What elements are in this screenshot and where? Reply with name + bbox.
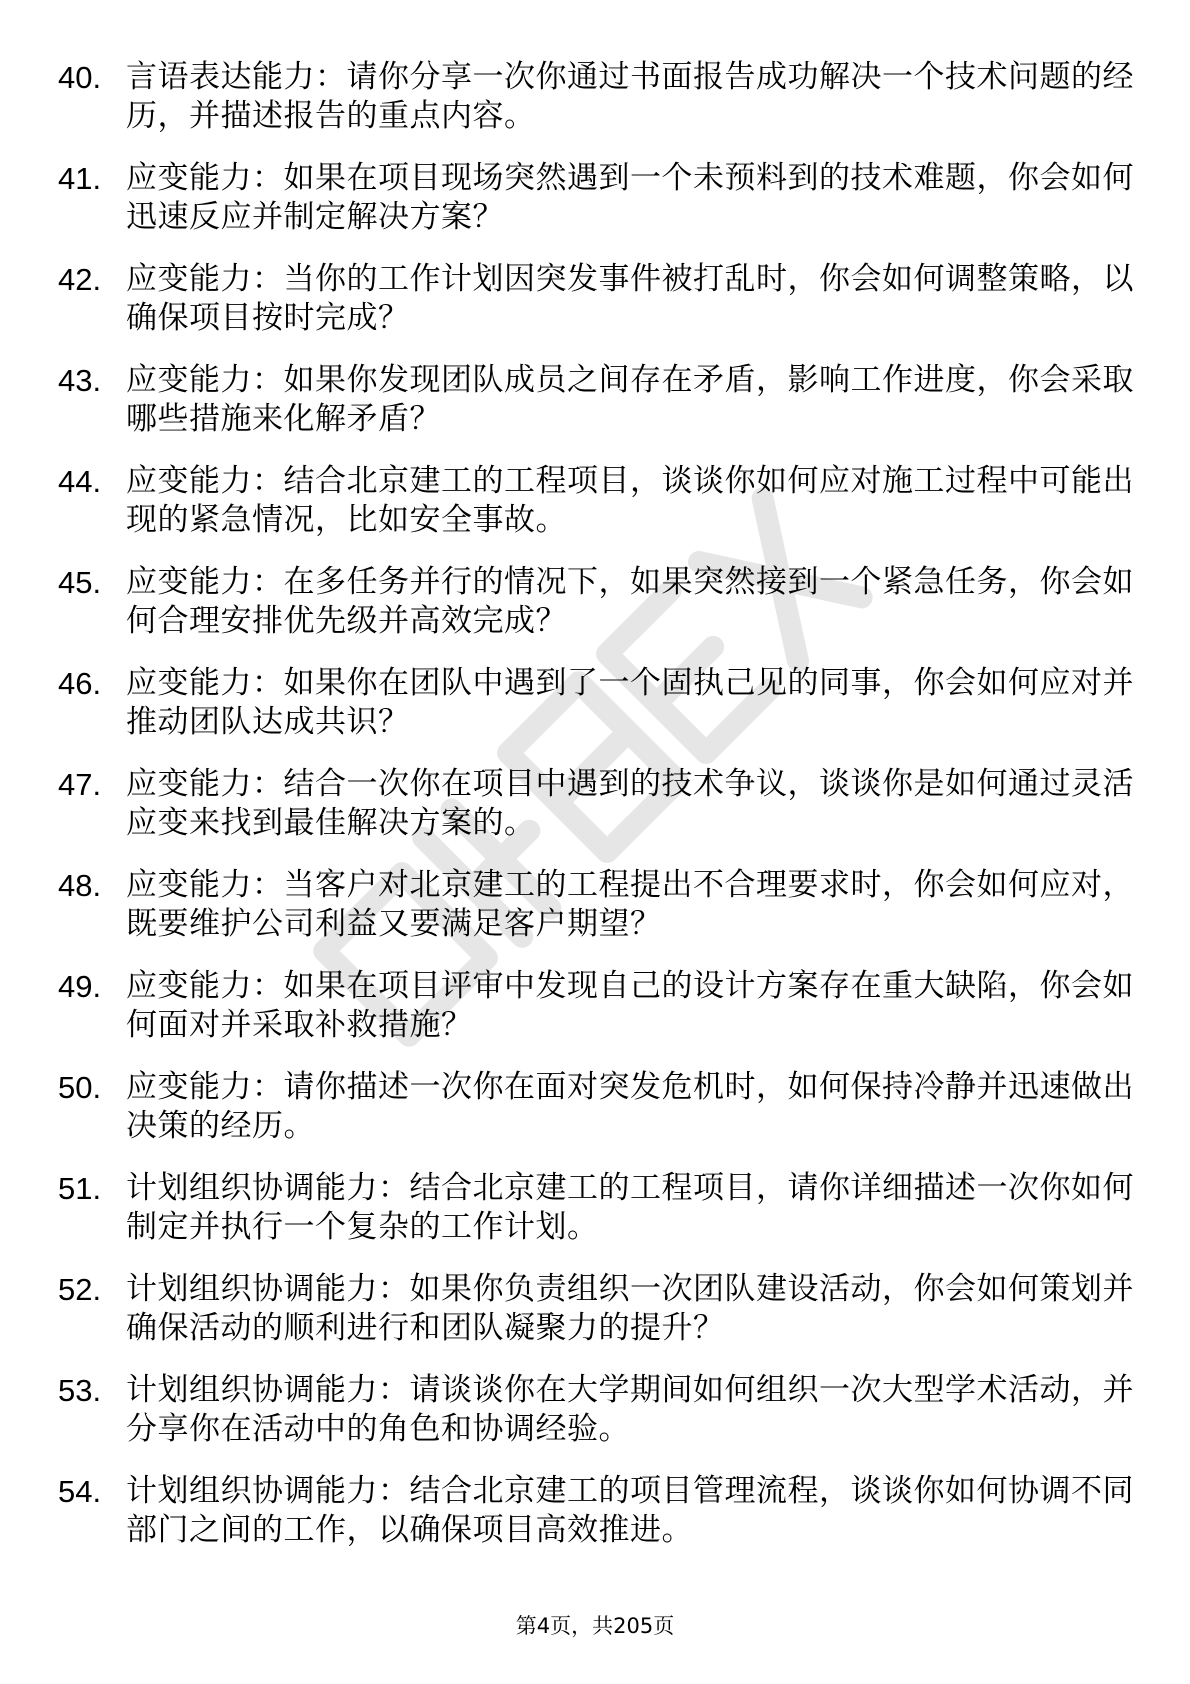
list-item — [58, 361, 1138, 439]
list-item — [58, 765, 1138, 843]
item-number: 46. — [58, 666, 102, 701]
item-text: 应变能力：请你描述一次你在面对突发危机时，如何保持冷静并迅速做出决策的经历。 — [126, 1069, 1134, 1144]
item-number: 48. — [58, 868, 102, 903]
item-number: 42. — [58, 262, 102, 297]
item-text: 计划组织协调能力：请谈谈你在大学期间如何组织一次大型学术活动，并分享你在活动中的角色和协调经验。 — [126, 1372, 1134, 1447]
question-list — [58, 58, 1138, 1573]
list-item — [58, 462, 1138, 540]
item-number: 41. — [58, 161, 102, 196]
item-number: 50. — [58, 1070, 102, 1105]
list-item — [58, 159, 1138, 237]
item-text: 计划组织协调能力：结合北京建工的项目管理流程，谈谈你如何协调不同部门之间的工作，以确保项目高效推进。 — [126, 1473, 1134, 1548]
item-number: 51. — [58, 1171, 102, 1206]
item-text: 应变能力：在多任务并行的情况下，如果突然接到一个紧急任务，你会如何合理安排优先级并高效完成？ — [126, 564, 1134, 639]
item-text: 应变能力：结合北京建工的工程项目，谈谈你如何应对施工过程中可能出现的紧急情况，比如安全事故。 — [126, 463, 1134, 538]
item-number: 44. — [58, 464, 102, 499]
list-item — [58, 967, 1138, 1045]
item-number: 40. — [58, 60, 102, 95]
list-item — [58, 260, 1138, 338]
item-text: 计划组织协调能力：如果你负责组织一次团队建设活动，你会如何策划并确保活动的顺利进行和团队凝聚力的提升？ — [126, 1271, 1134, 1346]
list-item — [58, 1169, 1138, 1247]
item-number: 47. — [58, 767, 102, 802]
list-item — [58, 664, 1138, 742]
list-item — [58, 1068, 1138, 1146]
item-text: 应变能力：结合一次你在项目中遇到的技术争议，谈谈你是如何通过灵活应变来找到最佳解决方案的。 — [126, 766, 1134, 841]
item-text: 计划组织协调能力：结合北京建工的工程项目，请你详细描述一次你如何制定并执行一个复杂的工作计划。 — [126, 1170, 1134, 1245]
item-number: 45. — [58, 565, 102, 600]
item-text: 言语表达能力：请你分享一次你通过书面报告成功解决一个技术问题的经历，并描述报告的重点内容。 — [126, 59, 1134, 134]
item-text: 应变能力：如果你在团队中遇到了一个固执己见的同事，你会如何应对并推动团队达成共识？ — [126, 665, 1134, 740]
list-item — [58, 58, 1138, 136]
item-text: 应变能力：如果你发现团队成员之间存在矛盾，影响工作进度，你会采取哪些措施来化解矛盾？ — [126, 362, 1134, 437]
item-number: 49. — [58, 969, 102, 1004]
list-item — [58, 1371, 1138, 1449]
item-number: 52. — [58, 1272, 102, 1307]
page-footer: 第4页，共205页 — [515, 1614, 675, 1638]
list-item — [58, 1472, 1138, 1550]
item-number: 53. — [58, 1373, 102, 1408]
list-item — [58, 1270, 1138, 1348]
list-item — [58, 563, 1138, 641]
item-text: 应变能力：如果在项目评审中发现自己的设计方案存在重大缺陷，你会如何面对并采取补救措施？ — [126, 968, 1134, 1043]
item-number: 43. — [58, 363, 102, 398]
item-text: 应变能力：当客户对北京建工的工程提出不合理要求时，你会如何应对，既要维护公司利益又要满足客户期望？ — [126, 867, 1134, 942]
item-text: 应变能力：如果在项目现场突然遇到一个未预料到的技术难题，你会如何迅速反应并制定解决方案？ — [126, 160, 1134, 235]
item-number: 54. — [58, 1474, 102, 1509]
item-text: 应变能力：当你的工作计划因突发事件被打乱时，你会如何调整策略，以确保项目按时完成？ — [126, 261, 1134, 336]
list-item — [58, 866, 1138, 944]
